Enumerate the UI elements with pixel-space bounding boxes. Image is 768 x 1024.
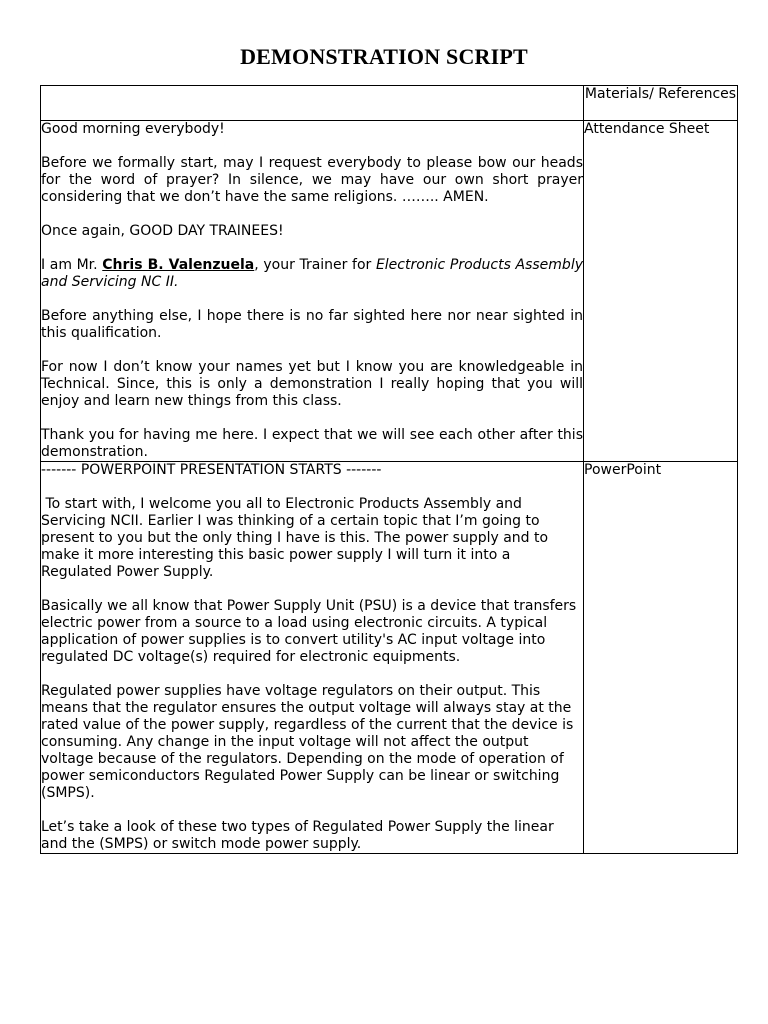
intro-prefix: I am Mr. — [41, 257, 103, 273]
trainer-name: Chris B. Valenzuela — [102, 257, 255, 273]
good-day-text: Once again, GOOD DAY TRAINEES! — [41, 223, 284, 239]
script-cell-presentation — [41, 462, 584, 854]
table-row — [41, 121, 738, 462]
types-text: Let’s take a look of these two types of Regulated Power Supply the linear and the (SMPS) or switch mode power supply. — [41, 819, 554, 852]
names-text: For now I don’t know your names yet but I know you are knowledgeable in Technical. Since, this is only a demonstration I really hoping that you will enjoy and learn new things from this class. — [41, 359, 583, 409]
thanks-text: Thank you for having me here. I expect that we will see each other after this demonstration. — [41, 427, 583, 460]
document-title: DEMONSTRATION SCRIPT — [240, 44, 528, 69]
far-sighted-text: Before anything else, I hope there is no far sighted here nor near sighted in this qualification. — [41, 308, 583, 341]
greeting-text: Good morning everybody! — [41, 121, 225, 137]
prayer-text: Before we formally start, may I request everybody to please bow our heads for the word of prayer? In silence, we may have our own short prayer considering that we don’t have the same religions. …….. AMEN. — [41, 155, 583, 205]
regulated-psu-text: Regulated power supplies have voltage regulators on their output. This means that the regulator ensures the output voltage will always stay at the rated value of the power supply, regardless of the current that the device is consuming. Any change in the input voltage will not affect the output voltage because of the regulators. Depending on the mode of operation of power semiconductors Regulated Power Supply can be linear or switching (SMPS). — [41, 683, 574, 801]
header-script-cell — [41, 86, 584, 121]
script-table — [40, 85, 738, 854]
header-materials-cell — [584, 86, 738, 121]
header-materials-label: Materials/ References — [584, 86, 737, 102]
material-powerpoint: PowerPoint — [584, 462, 662, 478]
script-cell-opening — [41, 121, 584, 462]
psu-definition-text: Basically we all know that Power Supply Unit (PSU) is a device that transfers electric power from a source to a load using electronic circuits. A typical application of power supplies is to convert utility's AC input voltage into regulated DC voltage(s) required for electronic equipments. — [41, 598, 577, 665]
materials-cell-presentation — [584, 462, 738, 854]
materials-cell-opening — [584, 121, 738, 462]
table-header-row — [41, 86, 738, 121]
table-row — [41, 462, 738, 854]
introduction-text — [41, 257, 583, 291]
material-attendance-sheet: Attendance Sheet — [584, 121, 710, 137]
welcome-text: To start with, I welcome you all to Electronic Products Assembly and Servicing NCII. Earlier I was thinking of a certain topic that I’m going to present to you but the only thing I have is this. The power supply and to make it more interesting this basic power supply I will turn it into a Regulated Power Supply. — [41, 496, 553, 580]
course-name: Electronic Products Assembly and Servicing NC II. — [41, 257, 583, 290]
intro-mid: , your Trainer for — [254, 257, 376, 273]
ppt-start-text: ------- POWERPOINT PRESENTATION STARTS ------- — [41, 462, 382, 478]
